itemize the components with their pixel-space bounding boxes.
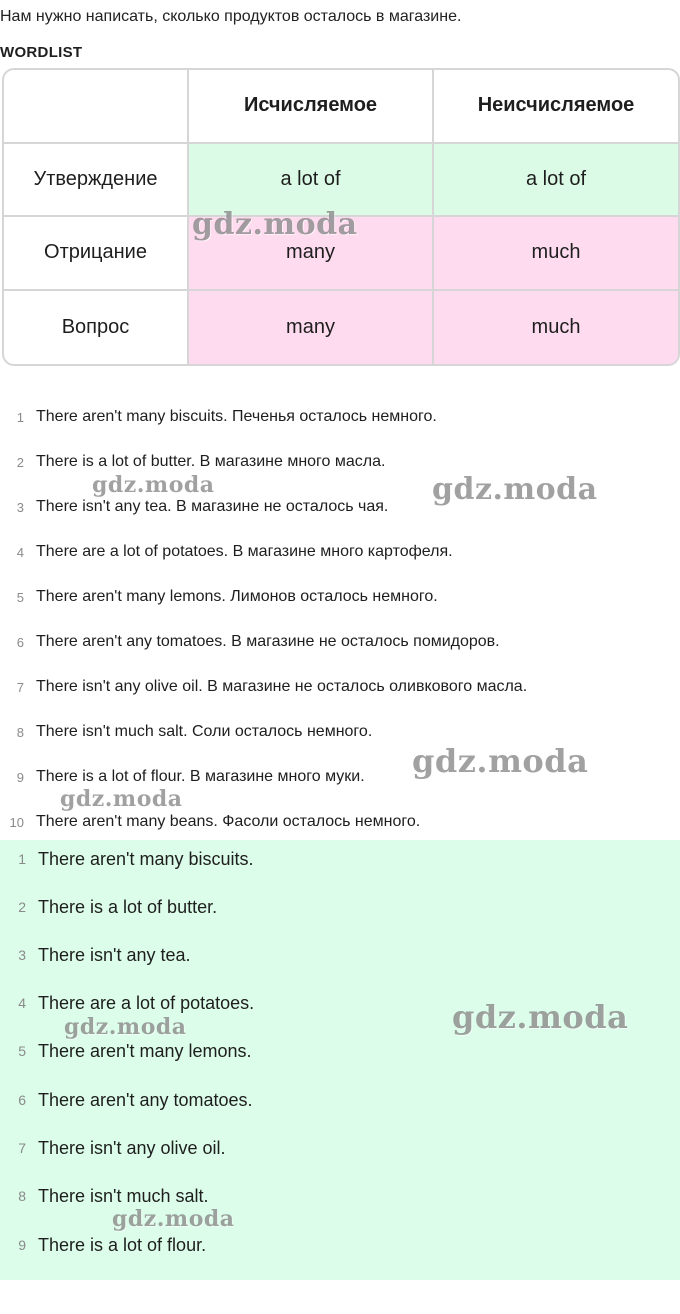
item-number: 10 (9, 814, 24, 830)
answer-item (0, 1183, 209, 1209)
answer-item (0, 990, 254, 1016)
answer-text: There is a lot of flour. (38, 1234, 207, 1255)
item-number: 2 (16, 454, 24, 470)
answer-item (0, 894, 217, 920)
header-countable: Исчисляемое (189, 70, 434, 144)
item-number: 9 (16, 769, 24, 785)
watermark: gdz.moda (64, 1014, 187, 1040)
watermark: gdz.moda (432, 472, 598, 507)
cell-affirmative-countable: a lot of (189, 144, 434, 218)
intro-text: Нам нужно написать, сколько продуктов осталось в магазине. (0, 8, 462, 25)
answer-text: There are a lot of potatoes. (38, 992, 255, 1013)
item-text: There is a lot of butter. В магазине много масла. (36, 453, 386, 470)
item-text: There aren't many biscuits. Печенья осталось немного. (36, 408, 437, 425)
answer-text: There aren't many lemons. (38, 1040, 252, 1061)
answer-number: 8 (18, 1188, 26, 1204)
item-number: 4 (16, 544, 24, 560)
item-number: 3 (16, 499, 24, 515)
item-text: There isn't any olive oil. В магазине не осталось оливкового масла. (36, 678, 528, 695)
item-number: 1 (16, 409, 24, 425)
answer-text: There is a lot of butter. (38, 896, 218, 917)
answer-number: 4 (18, 995, 26, 1011)
answer-text: There aren't any tomatoes. (38, 1089, 253, 1110)
grammar-table (2, 68, 680, 366)
answer-number: 2 (18, 899, 26, 915)
answer-text: There isn't any olive oil. (38, 1137, 226, 1158)
item-text: There aren't any tomatoes. В магазине не осталось помидоров. (36, 633, 500, 650)
item-number: 5 (16, 589, 24, 605)
answer-item (0, 1038, 252, 1064)
list-item (0, 675, 527, 699)
answer-number: 6 (18, 1092, 26, 1108)
item-text: There is a lot of flour. В магазине много муки. (36, 768, 365, 785)
answer-text: There isn't any tea. (38, 944, 191, 965)
watermark: gdz.moda (452, 998, 629, 1036)
watermark: gdz.moda (112, 1206, 235, 1232)
answer-number: 7 (18, 1140, 26, 1156)
list-item (0, 765, 365, 789)
item-text: There isn't any tea. В магазине не осталось чая. (36, 498, 389, 515)
row-label-question: Вопрос (4, 291, 189, 365)
list-item (0, 720, 372, 744)
item-number: 8 (16, 724, 24, 740)
list-item (0, 585, 438, 609)
row-label-negative: Отрицание (4, 217, 189, 291)
item-text: There are a lot of potatoes. В магазине много картофеля. (36, 543, 453, 560)
list-item (0, 810, 420, 834)
answers-panel (0, 840, 680, 1280)
answer-number: 9 (18, 1237, 26, 1253)
cell-negative-countable: many (189, 217, 434, 291)
answer-item (0, 1232, 206, 1258)
item-text: There aren't many beans. Фасоли осталось немного. (36, 813, 421, 830)
cell-question-uncountable: much (434, 291, 678, 365)
answer-number: 5 (18, 1043, 26, 1059)
answer-item (0, 846, 254, 872)
answer-item (0, 1135, 226, 1161)
answer-item (0, 942, 191, 968)
watermark: gdz.moda (412, 742, 589, 780)
item-number: 7 (16, 679, 24, 695)
answer-text: There isn't much salt. (38, 1185, 209, 1206)
list-item (0, 405, 437, 429)
row-label-affirmative: Утверждение (4, 144, 189, 218)
watermark: gdz.moda (92, 472, 215, 498)
cell-question-countable: many (189, 291, 434, 365)
item-number: 6 (16, 634, 24, 650)
answer-number: 1 (18, 851, 26, 867)
cell-affirmative-uncountable: a lot of (434, 144, 678, 218)
table-corner-cell (4, 70, 189, 144)
answer-text: There aren't many biscuits. (38, 848, 254, 869)
watermark: gdz.moda (60, 786, 183, 812)
answer-item (0, 1087, 253, 1113)
list-item (0, 495, 388, 519)
header-uncountable: Неисчисляемое (434, 70, 678, 144)
wordlist-heading: WORDLIST (0, 44, 83, 61)
item-text: There isn't much salt. Соли осталось немного. (36, 723, 373, 740)
item-text: There aren't many lemons. Лимонов осталось немного. (36, 588, 438, 605)
cell-negative-uncountable: much (434, 217, 678, 291)
answer-number: 3 (18, 947, 26, 963)
watermark: gdz.moda (192, 207, 358, 242)
list-item (0, 450, 385, 474)
list-item (0, 630, 500, 654)
list-item (0, 540, 453, 564)
